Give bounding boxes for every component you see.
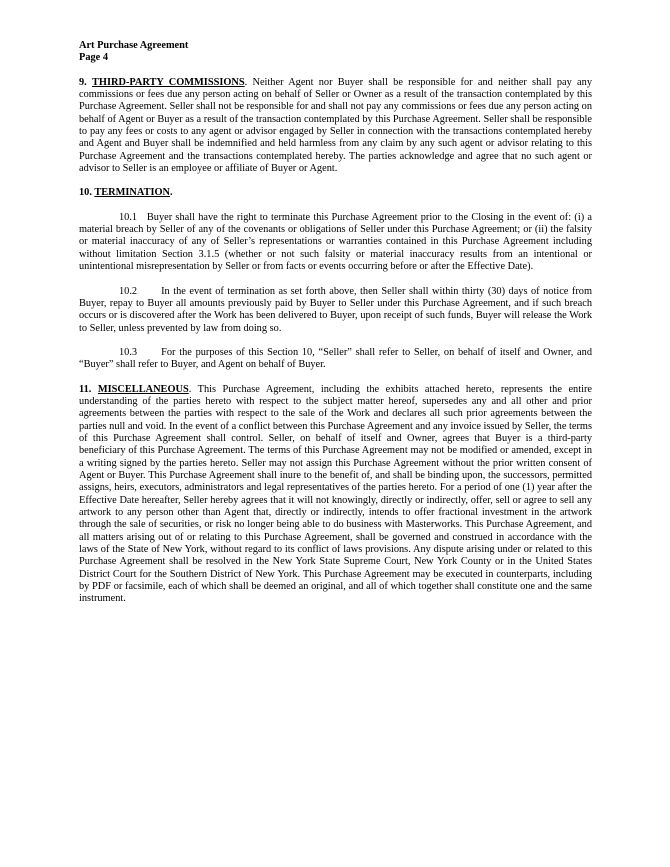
section-10-2-number: 10.2 <box>119 285 138 297</box>
document-title: Art Purchase Agreement <box>79 40 189 51</box>
section-9-number: 9. <box>79 76 87 88</box>
section-10-2-body: In the event of termination as set forth above, then Seller shall within thirty (30) days of notice from Buyer, repay to Buyer all amounts previously paid by Buyer to Seller under this Purchase Agreement, and if such breach occurs or is discovered after the Work has been delivered to Buyer, upon receipt of such funds, Buyer will release the Work to Seller, unless prevented by law from doing so. <box>79 285 592 334</box>
section-10-heading: 10. TERMINATION. <box>79 187 173 199</box>
section-11 <box>79 384 592 606</box>
section-9-body: . Neither Agent nor Buyer shall be responsible for and neither shall pay any commissions or fees due any person acting on behalf of Seller or Owner as a result of the transaction contemplated by this Purchase Agreement. Seller shall not be responsible for and shall not pay any commissions or fees due any person acting on behalf of Agent or Buyer as a result of the transaction contemplated by this Purchase Agreement. Seller shall be responsible to pay any fees or costs to any agent or advisor engaged by Seller in connection with the transactions contemplated hereby and Agent and Buyer shall be indemnified and held harmless from any claim by any such agent or advisor relating to this Purchase Agreement and the transactions contemplated hereby. The parties acknowledge and agree that no such agent or advisor to Seller is an employee or affiliate of Buyer or Agent. <box>79 76 592 175</box>
section-11-body: . This Purchase Agreement, including the exhibits attached hereto, represents the entire understanding of the parties hereto with respect to the subject matter hereof, supersedes any and all other and prior agreements between the parties with respect to the sale of the Work and declares all such prior agreements between the parties null and void. In the event of a conflict between this Purchase Agreement and any invoice issued by Seller, the terms of this Purchase Agreement shall control. Seller, on behalf of itself and Owner, agrees that Buyer is a third-party beneficiary of this Purchase Agreement. The terms of this Purchase Agreement may not be modified or amended, except in a writing signed by the parties hereto. Seller may not assign this Purchase Agreement without the prior written consent of Agent or Buyer. This Purchase Agreement shall inure to the benefit of, and shall be binding upon, the successors, permitted assigns, heirs, executors, administrators and legal representatives of the parties hereto. For a period of one (1) year after the Effective Date hereafter, Seller hereby agrees that it will not knowingly, directly or indirectly, offer, sell or agree to sell any artwork to any person other than Agent that, directly or indirectly, intends to offer fractional investment in the artwork through the sale of securities, or risk no longer being able to do business with Masterworks. This Purchase Agreement, and all matters arising out of or relating to this Purchase Agreement, shall be governed and construed in accordance with the laws of the State of New York, without regard to its conflict of laws provisions. Any dispute arising under or related to this Purchase Agreement shall be resolved in the New York State Supreme Court, New York County or in the United States District Court for the Southern District of New York. This Purchase Agreement may be executed in counterparts, including by PDF or facsimile, each of which shall be deemed an original, and all of which together shall constitute one and the same instrument. <box>79 383 592 605</box>
section-10-3-body: For the purposes of this Section 10, “Seller” shall refer to Seller, on behalf of itself and Owner, and “Buyer” shall refer to Buyer, and Agent on behalf of Buyer. <box>79 346 592 371</box>
section-10-3 <box>79 347 592 372</box>
section-10-number: 10. <box>79 187 92 199</box>
section-11-title: MISCELLANEOUS <box>97 383 189 395</box>
page-number: Page 4 <box>79 52 109 64</box>
section-9-title: THIRD-PARTY COMMISSIONS <box>92 76 245 88</box>
section-10-2 <box>79 286 592 335</box>
section-10-title: TERMINATION <box>94 187 171 199</box>
section-11-number: 11. <box>79 383 92 395</box>
section-10-1-number: 10.1 <box>119 211 138 223</box>
section-10-3-number: 10.3 <box>119 346 138 358</box>
section-10-1-body: Buyer shall have the right to terminate this Purchase Agreement prior to the Closing in the event of: (i) a material breach by Seller of any of the covenants or obligations of Seller under this Purchase Agreement; or (ii) the falsity or material inaccuracy of any of Seller’s representations or warranties contained in this Purchase Agreement including without limitation Section 3.1.5 (whether or not such falsity or material inaccuracy results from an intentional or unintentional misrepresentation by Seller or from facts or events occurring before or after the Effective Date). <box>79 211 592 273</box>
section-10-1 <box>79 212 592 274</box>
section-9 <box>79 77 592 176</box>
document-page <box>79 40 592 606</box>
